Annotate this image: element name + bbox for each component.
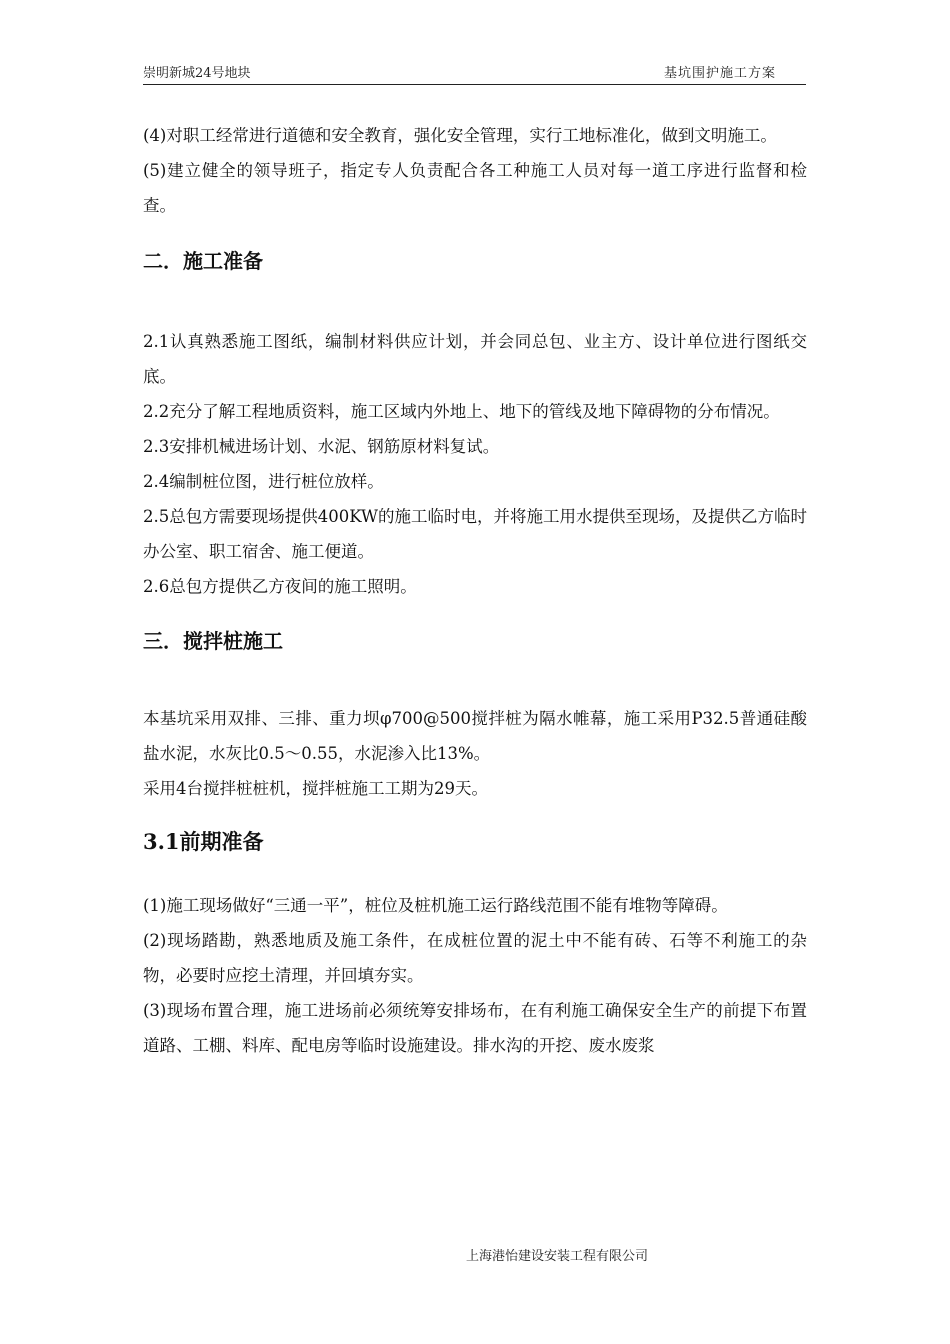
header-project-name: 崇明新城24号地块 — [143, 66, 251, 81]
section2-item: 2.5总包方需要现场提供400KW的施工临时电，并将施工用水提供至现场，及提供乙方临时办公室、职工宿舍、施工便道。 — [143, 507, 807, 561]
section3-paragraph: 采用4台搅拌桩桩机，搅拌桩施工工期为29天。 — [143, 779, 488, 798]
section1-item-4: (4)对职工经常进行道德和安全教育，强化安全管理，实行工地标准化，做到文明施工。 — [143, 126, 777, 145]
section3-1-item: (2)现场踏勘，熟悉地质及施工条件，在成桩位置的泥土中不能有砖、石等不利施工的杂物，必要时应挖土清理，并回填夯实。 — [143, 931, 807, 985]
section2-item: 2.3安排机械进场计划、水泥、钢筋原材料复试。 — [143, 437, 500, 456]
section2-item: 2.2充分了解工程地质资料，施工区域内外地上、地下的管线及地下障碍物的分布情况。 — [143, 402, 780, 421]
section3-paragraph: 本基坑采用双排、三排、重力坝φ700@500搅拌桩为隔水帷幕，施工采用P32.5普通硅酸盐水泥，水灰比0.5～0.55，水泥渗入比13%。 — [143, 709, 807, 763]
section1-item-5: (5)建立健全的领导班子，指定专人负责配合各工种施工人员对每一道工序进行监督和检查。 — [143, 161, 807, 215]
section2-item: 2.1认真熟悉施工图纸，编制材料供应计划，并会同总包、业主方、设计单位进行图纸交底。 — [143, 332, 807, 386]
section2-item: 2.4编制桩位图，进行桩位放样。 — [143, 472, 384, 491]
page-body — [143, 118, 807, 1063]
header-document-title: 基坑围护施工方案 — [663, 66, 776, 81]
section2-item: 2.6总包方提供乙方夜间的施工照明。 — [143, 577, 417, 596]
section3-1-list — [143, 888, 807, 1063]
section2-list — [143, 324, 807, 604]
page-footer-company: 上海港怡建设安装工程有限公司 — [466, 1249, 649, 1264]
section3-1-item: (3)现场布置合理，施工进场前必须统筹安排场布，在有利施工确保安全生产的前提下布置道路、工棚、料库、配电房等临时设施建设。排水沟的开挖、废水废浆 — [143, 1001, 807, 1055]
page-header — [143, 64, 806, 85]
section2-heading: 二．施工准备 — [143, 249, 263, 273]
section3-1-item: (1)施工现场做好“三通一平”，桩位及桩机施工运行路线范围不能有堆物等障碍。 — [143, 896, 728, 915]
section3-body — [143, 701, 807, 806]
section3-heading: 三．搅拌桩施工 — [143, 629, 283, 653]
section3-1-heading: 3.1前期准备 — [143, 829, 264, 854]
